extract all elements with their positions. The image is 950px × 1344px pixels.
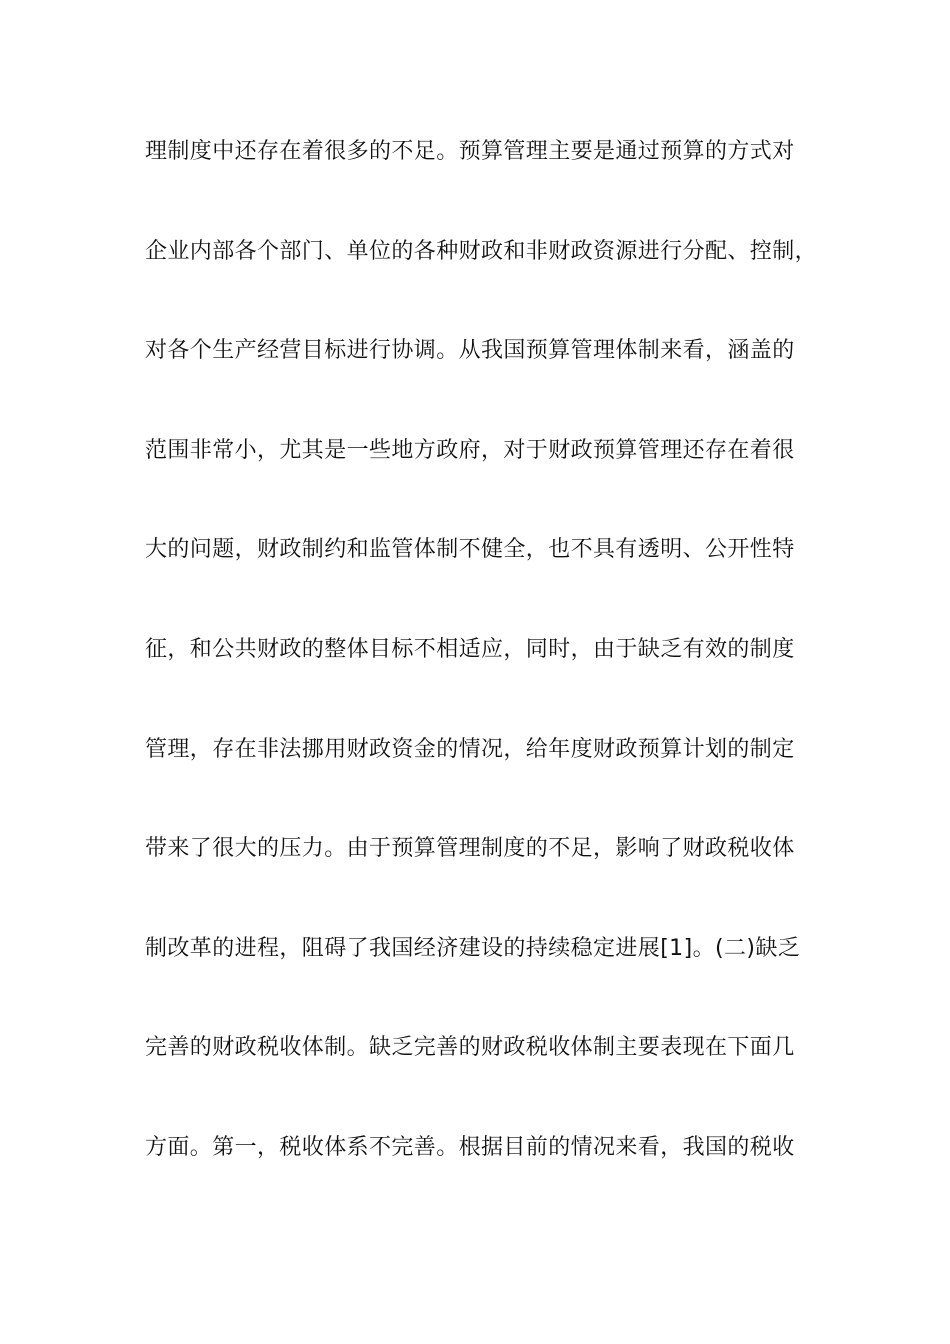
text-line: 完善的财政税收体制。缺乏完善的财政税收体制主要表现在下面几 bbox=[145, 1035, 795, 1061]
text-line: 方面。第一，税收体系不完善。根据目前的情况来看，我国的税收 bbox=[145, 1134, 795, 1160]
text-line: 征，和公共财政的整体目标不相适应，同时，由于缺乏有效的制度 bbox=[145, 636, 795, 662]
text-line: 理制度中还存在着很多的不足。预算管理主要是通过预算的方式对 bbox=[145, 139, 795, 164]
text-line: 带来了很大的压力。由于预算管理制度的不足，影响了财政税收体 bbox=[145, 836, 795, 862]
text-line: 对各个生产经营目标进行协调。从我国预算管理体制来看，涵盖的 bbox=[145, 338, 795, 364]
text-line: 企业内部各个部门、单位的各种财政和非财政资源进行分配、控制， bbox=[145, 238, 818, 264]
text-line: 制改革的进程，阻碍了我国经济建设的持续稳定进展[1]。(二)缺乏 bbox=[145, 935, 801, 961]
text-line: 范围非常小，尤其是一些地方政府，对于财政预算管理还存在着很 bbox=[145, 437, 795, 463]
body-paragraph bbox=[145, 131, 825, 1227]
text-line: 管理，存在非法挪用财政资金的情况，给年度财政预算计划的制定 bbox=[145, 736, 795, 762]
text-line: 大的问题，财政制约和监管体制不健全，也不具有透明、公开性特 bbox=[145, 537, 795, 563]
